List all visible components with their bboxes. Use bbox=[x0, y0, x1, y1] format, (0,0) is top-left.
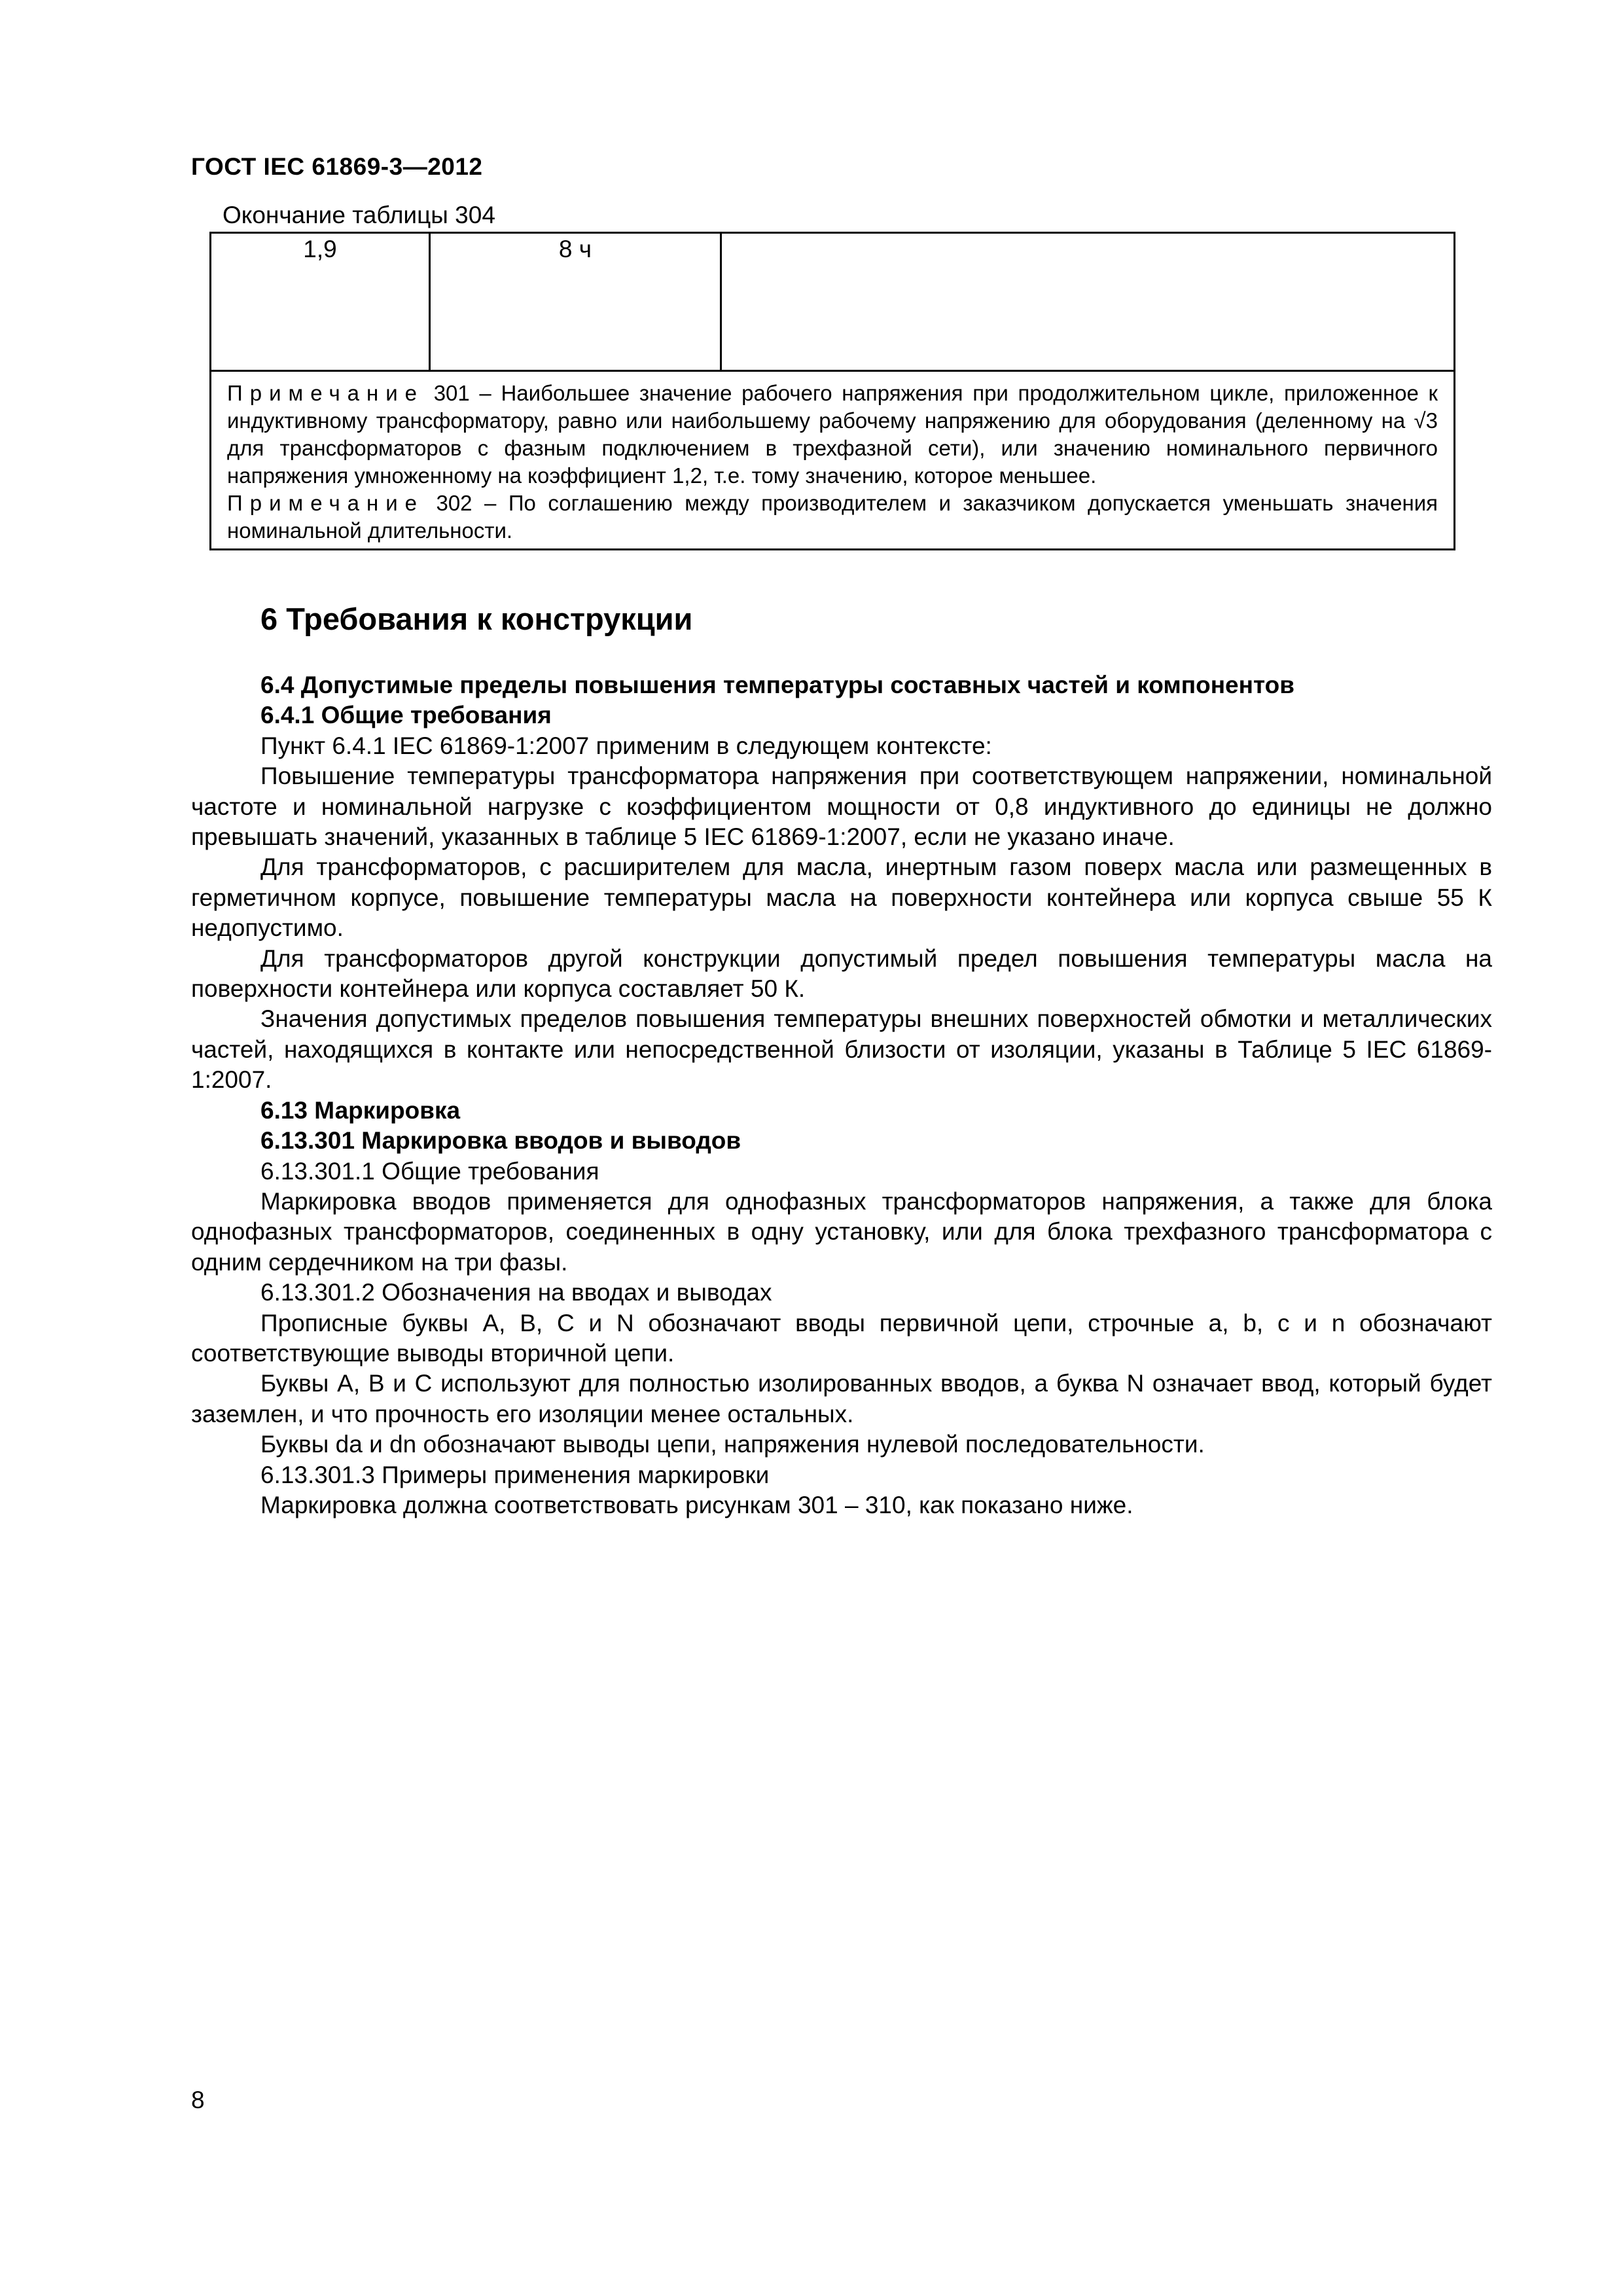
table-notes-row bbox=[211, 371, 1455, 550]
paragraph: 6.13.301.2 Обозначения на вводах и выводах bbox=[260, 1279, 772, 1306]
body-text bbox=[191, 670, 1492, 1520]
note-label: Примечание bbox=[227, 491, 425, 515]
cell-value: 8 ч bbox=[558, 236, 592, 262]
note-text: 301 – Наибольшее значение рабочего напряжения при продолжительном цикле, приложенное к индуктивному трансформатору, равно или наибольшему рабочему напряжению для оборудования (деленному на √3 для трансформаторов с фазным подключением в трехфазной сети), или значению номинального первичного напряжения умноженному на коэффициент 1,2, т.е. тому значению, которое меньшее. bbox=[227, 381, 1438, 488]
paragraph: Для трансформаторов другой конструкции допустимый предел повышения температуры масла на поверхности контейнера или корпуса составляет 50 К. bbox=[191, 944, 1492, 1003]
subsection-heading: 6.4 Допустимые пределы повышения температуры составных частей и компонентов bbox=[260, 672, 1294, 698]
paragraph: Маркировка вводов применяется для однофазных трансформаторов напряжения, а также для блока однофазных трансформаторов, соединенных в одну установку, или для блока трехфазного трансформатора с одним сердечником на три фазы. bbox=[191, 1187, 1492, 1276]
paragraph: Прописные буквы А, В, С и N обозначают вводы первичной цепи, строчные a, b, c и n обозначают соответствующие выводы вторичной цепи. bbox=[191, 1309, 1492, 1367]
subsection-heading: 6.13.301 Маркировка вводов и выводов bbox=[260, 1127, 741, 1155]
paragraph: 6.13.301.1 Общие требования bbox=[260, 1157, 599, 1185]
table-304-end bbox=[209, 232, 1455, 550]
page-number: 8 bbox=[191, 2087, 205, 2113]
subsection-heading: 6.13 Маркировка bbox=[260, 1096, 461, 1124]
table-cell-duration bbox=[430, 233, 721, 371]
table-caption: Окончание таблицы 304 bbox=[223, 202, 495, 228]
paragraph: Значения допустимых пределов повышения температуры внешних поверхностей обмотки и металлических частей, находящихся в контакте или непосредственной близости от изоляции, указаны в Таблице 5 IEC 61869-1:2007. bbox=[191, 1005, 1492, 1094]
paragraph: Пункт 6.4.1 IEC 61869-1:2007 применим в следующем контексте: bbox=[260, 732, 992, 759]
paragraph: 6.13.301.3 Примеры применения маркировки bbox=[260, 1461, 770, 1488]
note-302 bbox=[227, 490, 1438, 545]
paragraph: Для трансформаторов, с расширителем для масла, инертным газом поверх масла или размещенных в герметичном корпусе, повышение температуры масла на поверхности контейнера или корпуса свыше 55 К недопустимо. bbox=[191, 853, 1492, 942]
cell-value bbox=[722, 234, 1454, 236]
note-text: 302 – По соглашению между производителем и заказчиком допускается уменьшать значения номинальной длительности. bbox=[227, 491, 1438, 543]
paragraph: Буквы da и dn обозначают выводы цепи, напряжения нулевой последовательности. bbox=[260, 1431, 1205, 1458]
paragraph: Повышение температуры трансформатора напряжения при соответствующем напряжении, номинальной частоте и номинальной нагрузке с коэффициентом мощности от 0,8 индуктивного до единицы не должно превышать значений, указанных в таблице 5 IEC 61869-1:2007, если не указано иначе. bbox=[191, 762, 1492, 851]
note-label: Примечание bbox=[227, 381, 425, 405]
section-title: 6 Требования к конструкции bbox=[260, 601, 693, 636]
cell-value: 1,9 bbox=[303, 236, 337, 262]
table-notes-cell bbox=[211, 371, 1455, 550]
table-row bbox=[211, 233, 1455, 371]
subsection-heading: 6.4.1 Общие требования bbox=[260, 702, 552, 729]
paragraph: Буквы А, В и С используют для полностью изолированных вводов, а буква N означает ввод, который будет заземлен, и что прочность его изоляции менее остальных. bbox=[191, 1370, 1492, 1427]
note-301 bbox=[227, 380, 1438, 490]
table-cell-empty bbox=[721, 233, 1455, 371]
table-cell-voltage-factor bbox=[211, 233, 430, 371]
paragraph: Маркировка должна соответствовать рисункам 301 – 310, как показано ниже. bbox=[260, 1491, 1133, 1518]
standard-designation: ГОСТ IEC 61869-3—2012 bbox=[191, 153, 483, 180]
